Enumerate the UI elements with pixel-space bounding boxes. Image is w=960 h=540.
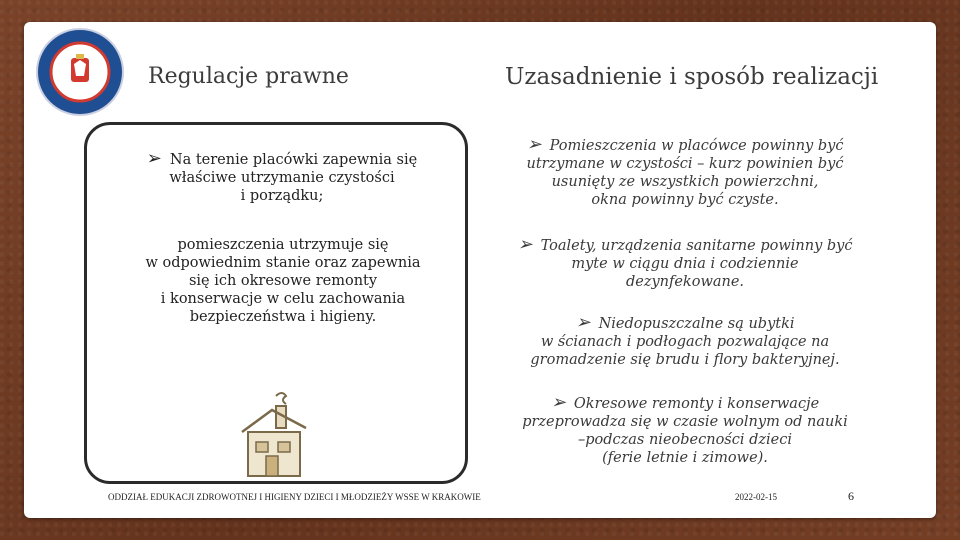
- right-b4-line-3: –podczas nieobecności dzieci: [577, 432, 793, 448]
- right-b1-line-4: okna powinny być czyste.: [591, 192, 779, 208]
- right-b4-line-2: przeprowadza się w czasie wolnym od nauki: [522, 414, 848, 430]
- left-p2-line-5: bezpieczeństwa i higieny.: [189, 309, 377, 325]
- arrow-bullet-icon: ➢: [517, 234, 533, 255]
- right-b2-line-3: dezynfekowane.: [625, 274, 745, 290]
- left-p1-line-1: ➢ Na terenie placówki zapewnia się: [146, 148, 418, 169]
- right-b1-line-3: usunięty ze wszystkich powierzchni,: [551, 174, 819, 190]
- left-paragraph-2: [108, 236, 458, 326]
- footer-date: 2022-02-15: [735, 492, 777, 502]
- right-b4-line-1: ➢ Okresowe remonty i konserwacje: [550, 392, 820, 413]
- right-bullet-2: [500, 236, 870, 291]
- left-p2-line-3: się ich okresowe remonty: [188, 273, 378, 289]
- left-p1-line-2: właściwe utrzymanie czystości: [169, 170, 395, 186]
- right-b3-line-3: gromadzenie się brudu i flory bakteryjnej.: [530, 352, 840, 368]
- right-b3-line-2: w ścianach i podłogach pozwalające na: [540, 334, 830, 350]
- left-p2-line-4: i konserwacje w celu zachowania: [160, 291, 406, 307]
- left-p2-line-2: w odpowiednim stanie oraz zapewnia: [145, 255, 421, 271]
- right-b2-line-2: myte w ciągu dnia i codziennie: [571, 256, 799, 272]
- left-p1-line-3: i porządku;: [240, 188, 324, 204]
- arrow-bullet-icon: ➢: [146, 148, 162, 169]
- right-bullet-3: [500, 314, 870, 369]
- title-right: Uzasadnienie i sposób realizacji: [505, 64, 879, 90]
- right-b2-line-1: ➢ Toalety, urządzenia sanitarne powinny być: [517, 234, 853, 255]
- right-b1-line-1: ➢ Pomieszczenia w placówce powinny być: [526, 134, 844, 155]
- page-number: 6: [848, 489, 854, 503]
- right-bullet-1: [500, 136, 870, 209]
- footer-organization: ODDZIAŁ EDUKACJI ZDROWOTNEJ I HIGIENY DZIECI I MŁODZIEŻY WSSE W KRAKOWIE: [108, 492, 481, 502]
- title-left: Regulacje prawne: [148, 64, 349, 89]
- arrow-bullet-icon: ➢: [575, 312, 591, 333]
- house-sketch-icon: [236, 390, 312, 480]
- right-b4-line-4: (ferie letnie i zimowe).: [602, 450, 768, 466]
- logo-emblem: [38, 30, 122, 114]
- left-paragraph-1: [112, 150, 452, 205]
- right-b1-line-2: utrzymane w czystości – kurz powinien być: [526, 156, 844, 172]
- left-p2-line-1: pomieszczenia utrzymuje się: [177, 237, 389, 253]
- right-b3-line-1: ➢ Niedopuszczalne są ubytki: [575, 312, 795, 333]
- right-bullet-4: [500, 394, 870, 467]
- arrow-bullet-icon: ➢: [526, 134, 542, 155]
- arrow-bullet-icon: ➢: [550, 392, 566, 413]
- sanitary-inspection-logo: [36, 28, 124, 116]
